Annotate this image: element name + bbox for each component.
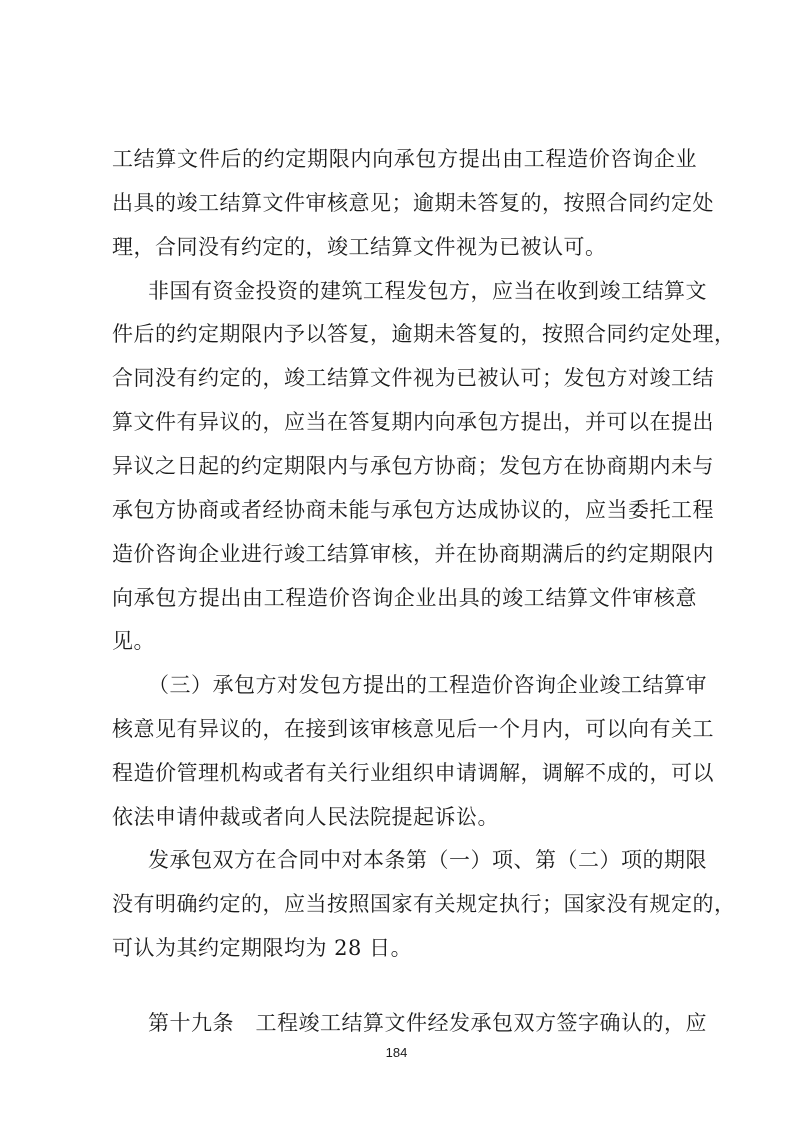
body-text-line: 核意见有异议的，在接到该审核意见后一个月内，可以向有关工 [112, 717, 714, 741]
body-text-line: 理，合同没有约定的，竣工结算文件视为已被认可。 [112, 235, 607, 259]
body-text-line: 没有明确约定的，应当按照国家有关规定执行；国家没有规定的， [112, 892, 736, 916]
body-text-line: 出具的竣工结算文件审核意见；逾期未答复的，按照合同约定处 [112, 191, 714, 215]
body-text-line: 可认为其约定期限均为 28 日。 [112, 936, 413, 960]
body-text-line: 向承包方提出由工程造价咨询企业出具的竣工结算文件审核意 [112, 586, 697, 610]
body-text-line: 依法申请仲裁或者向人民法院提起诉讼。 [112, 805, 499, 829]
article-heading-line: 第十九条 工程竣工结算文件经发承包双方签字确认的，应 [148, 1011, 707, 1035]
body-text-line: 异议之日起的约定期限内与承包方协商；发包方在协商期内未与 [112, 454, 714, 478]
body-text-line: 件后的约定期限内予以答复，逾期未答复的，按照合同约定处理， [112, 322, 736, 346]
page-number: 184 [385, 1045, 408, 1060]
body-text-line: 造价咨询企业进行竣工结算审核，并在协商期满后的约定期限内 [112, 542, 714, 566]
body-text-line: 算文件有异议的，应当在答复期内向承包方提出，并可以在提出 [112, 410, 714, 434]
body-text-line: 合同没有约定的，竣工结算文件视为已被认可；发包方对竣工结 [112, 366, 714, 390]
body-text-line: 程造价管理机构或者有关行业组织申请调解，调解不成的，可以 [112, 761, 714, 785]
body-text-line: 非国有资金投资的建筑工程发包方，应当在收到竣工结算文 [148, 279, 707, 303]
body-text-line: 发承包双方在合同中对本条第（一）项、第（二）项的期限 [148, 848, 707, 872]
body-text-line: 工结算文件后的约定期限内向承包方提出由工程造价咨询企业 [112, 147, 697, 171]
body-text-line: 见。 [112, 629, 155, 653]
body-text-line: 承包方协商或者经协商未能与承包方达成协议的，应当委托工程 [112, 498, 714, 522]
body-text-line: （三）承包方对发包方提出的工程造价咨询企业竣工结算审 [148, 673, 707, 697]
